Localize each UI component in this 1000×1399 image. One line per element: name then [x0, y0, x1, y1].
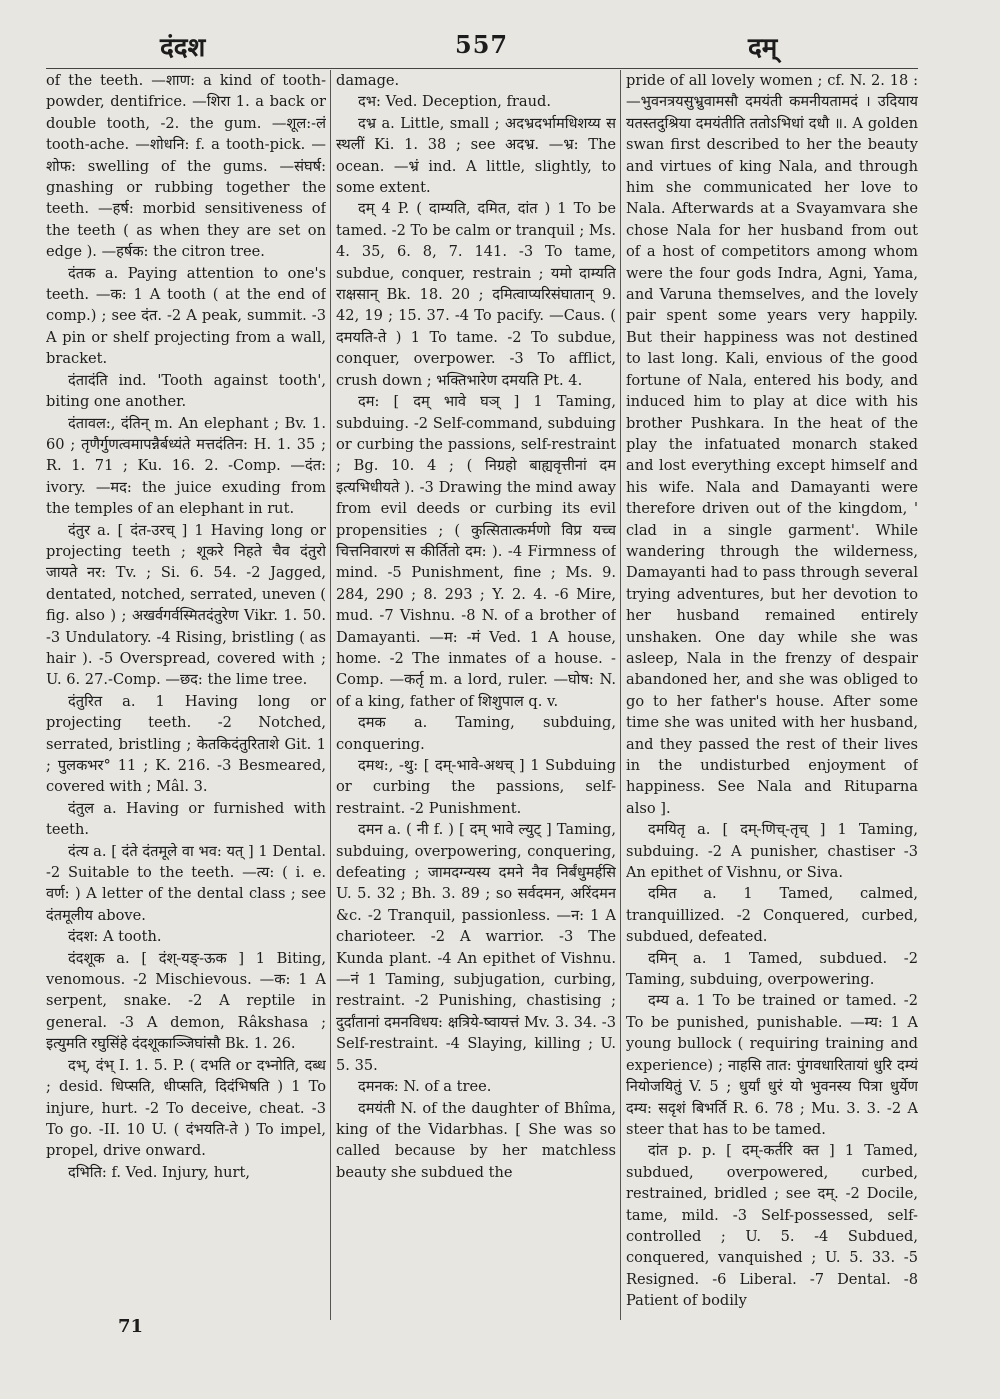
dictionary-entry: दंतुल a. Having or furnished with teeth. [46, 799, 326, 839]
dictionary-entry: दभ: Ved. Deception, fraud. [358, 93, 551, 111]
dictionary-entry: दमन a. ( नी f. ) [ दम् भावे ल्युट् ] Taming, subduing, overpowering, conquering, defeating ; जामदग्न्यस्य दमने नैव निर्बंधुमर्हसि U. 5. 32 ; Bh. 3. 89 ; so सर्वदमन, अरिंदमन &c. -2 Tranquil, passionless. —न: 1 A charioteer. -2 A warrior. -3 The Kunda plant. -4 An epithet of Vishnu. —नं 1 Taming, subjugation, curbing, restraint. -2 Punishing, chastising ; दुर्दांतानां दमनविधय: क्षत्रिये-ष्वायत्तं Mv. 3. 34. -3 Self-restraint. -4 Slaying, killing ; U. 5. 35. [336, 821, 616, 1074]
dictionary-entry: दंतावल:, दंतिन् m. An elephant ; Bv. 1. 60 ; तृणैर्गुणत्वमापन्नैर्बध्यंते मत्तदंतिन: H. 1. 35 ; R. 1. 71 ; Ku. 16. 2. -Comp. —दंत: ivory. —मद: the juice exuding from the temples of an elephant in rut. [46, 414, 326, 518]
dictionary-entry: दमयंती N. of the daughter of Bhîma, king of the Vidarbhas. [ She was so called because by her matchless beauty she subdued the [336, 1099, 616, 1181]
dictionary-entry: दमित a. 1 Tamed, calmed, tranquillized. -2 Conquered, curbed, subdued, defeated. [626, 885, 918, 946]
right-catchword: दम् [748, 33, 778, 63]
dictionary-entry: दभ्र a. Little, small ; अदभ्रदर्भामधिशय्य स स्थलीं Ki. 1. 38 ; see अदभ्र. —भ्र: The ocean. —भ्रं ind. A little, slightly, to some extent. [336, 114, 616, 197]
dictionary-entry: दंदश: A tooth. [68, 928, 162, 946]
dictionary-entry: दम: [ दम् भावे घञ् ] 1 Taming, subduing. -2 Self-command, subduing or curbing the passions, self-restraint ; Bg. 10. 4 ; ( निग्रहो बाह्यवृत्तीनां दम इत्यभिधीयते ). -3 Drawing the mind away from evil deeds or curbing its evil propensities ; ( कुत्सितात्कर्मणो विप्र यच्च चित्तनिवारणं स कीर्तितो दम: ). -4 Firmness of mind. -5 Punishment, fine ; Ms. 9. 284, 290 ; 8. 293 ; Y. 2. 4. -6 Mire, mud. -7 Vishnu. -8 N. of a brother of Damayanti. —म: -मं Ved. 1 A house, home. -2 The inmates of a house. -Comp. —कर्तृ m. a lord, ruler. —घोष: N. of a king, father of शिशुपाल q. v. [336, 393, 616, 710]
dictionary-entry: दभ्, दंभ् I. 1. 5. P. ( दभति or दभ्नोति, दब्ध ; desid. धिप्सति, धीप्सति, दिदंभिषति ) 1 To injure, hurt. -2 To deceive, cheat. -3 To go. -II. 10 U. ( दंभयति-ते ) To impel, propel, drive onward. [46, 1056, 326, 1160]
dictionary-entry: दमक a. Taming, subduing, conquering. [336, 714, 616, 753]
dictionary-entry: दमथ:, -थु: [ दम्-भावे-अथच् ] 1 Subduing or curbing the passions, self-restraint. -2 Punishment. [336, 757, 616, 817]
column-middle [336, 70, 616, 1315]
header-rule [46, 68, 918, 69]
dictionary-entry: दम् 4 P. ( दाम्यति, दमित, दांत ) 1 To be tamed. -2 To be calm or tranquil ; Ms. 4. 35, 6. 8, 7. 141. -3 To tame, subdue, conquer, restrain ; यमो दाम्यति राक्षसान् Bk. 18. 20 ; दमित्वाप्यरिसंघातान् 9. 42, 19 ; 15. 37. -4 To pacify. —Caus. ( दमयति-ते ) 1 To tame. -2 To subdue, conquer, overpower. -3 To afflict, crush down ; भक्तिभारेण दमयति Pt. 4. [336, 200, 616, 389]
column-left [46, 70, 326, 1330]
dictionary-entry: दंत्य a. [ दंते दंतमूले वा भव: यत् ] 1 Dental. -2 Suitable to the teeth. —त्य: ( i. e. वर्ण: ) A letter of the dental class ; see दंतमूलीय above. [46, 842, 326, 924]
dictionary-entry: दमनक: N. of a tree. [358, 1078, 492, 1096]
dictionary-entry: of the teeth. —शाण: a kind of tooth-powder, dentifrice. —शिरा 1. a back or double tooth, -2. the gum. —शूल:-लं tooth-ache. —शोधनि: f. a tooth-pick. —शोफ: swelling of the gums. —संघर्ष: gnashing or rubbing together the teeth. —हर्ष: morbid sensitiveness of the teeth ( as when they are set on edge ). —हर्षक: the citron tree. [46, 72, 326, 261]
dictionary-entry: दम्य a. 1 To be trained or tamed. -2 To be punished, punishable. —म्य: 1 A young bullock ( requiring training and experience) ; नाहसि तात: पुंगवधारितायां धुरि दम्यं नियोजयितुं V. 5 ; धुर्यां धुरं यो भुवनस्य पित्रा धुर्येण दम्य: सदृशं बिभर्ति R. 6. 78 ; Mu. 3. 3. -2 A steer that has to be tamed. [626, 992, 918, 1138]
dictionary-entry: दभिति: f. Ved. Injury, hurt, [68, 1163, 250, 1181]
dictionary-entry: दमयितृ a. [ दम्-णिच्-तृच् ] 1 Taming, subduing. -2 A punisher, chastiser -3 An epithet of Vishnu, or Siva. [626, 821, 918, 882]
dictionary-entry: pride of all lovely women ; cf. N. 2. 18 :—भुवनत्रयसुभ्रुवामसौ दमयंती कमनीयतामदं । उदियाय यतस्तदुश्रिया दमयंतीति ततोऽभिधां दधौ ॥. A golden swan first described to her the beauty and virtues of king Nala, and through him she communicated her love to Nala. Afterwards at a Svayamvara she chose Nala for her husband from out of a host of competitors among whom were the four gods Indra, Agni, Yama, and Varuna themselves, and the lovely pair spent some years very happily. But their happiness was not destined to last long. Kali, envious of the good fortune of Nala, entered his body, and induced him to play at dice with his brother Pushkara. In the heat of the play the infatuated monarch staked and lost everything except himself and his wife. Nala and Damayanti were therefore driven out of the kingdom, ' clad in a single garment'. While wandering through the wilderness, Damayanti had to pass through several trying adventures, but her devotion to her husband remained entirely unshaken. One day while she was asleep, Nala in the frenzy of despair abandoned her, and she was obliged to go to her father's house. After some time she was united with her husband, and they passed the rest of their lives in the undisturbed enjoyment of happiness. See Nala and Rituparna also ]. [626, 72, 918, 817]
page-header [0, 22, 1000, 72]
dictionary-entry: दंतादंति ind. 'Tooth against tooth', biting one another. [46, 371, 326, 411]
dictionary-entry: दंदशूक a. [ दंश्-यङ्-ऊक ] 1 Biting, venomous. -2 Mischievous. —क: 1 A serpent, snake. -2 A reptile in general. -3 A demon, Râkshasa ; इत्युमति रघुसिंहे दंदशूकाञ्जिघांसौ Bk. 1. 26. [46, 949, 326, 1053]
dictionary-entry: दांत p. p. [ दम्-कर्तरि क्त ] 1 Tamed, subdued, overpowered, curbed, restrained, bridled ; see दम्. -2 Docile, tame, mild. -3 Self-possessed, self-controlled ; U. 5. -4 Subdued, conquered, vanquished ; U. 5. 33. -5 Resigned. -6 Liberal. -7 Dental. -8 Patient of bodily [626, 1142, 918, 1310]
dictionary-entry: दंतक a. Paying attention to one's teeth. —क: 1 A tooth ( at the end of comp.) ; see दंत. -2 A peak, summit. -3 A pin or shelf projecting from a wall, bracket. [46, 264, 326, 368]
dictionary-entry: दमिन् a. 1 Tamed, subdued. -2 Taming, subduing, overpowering. [626, 949, 918, 989]
column-divider [620, 70, 621, 1320]
column-divider [330, 70, 331, 1320]
page-number: 557 [455, 30, 509, 59]
dictionary-entry: दंतुरित a. 1 Having long or projecting teeth. -2 Notched, serrated, bristling ; केतकिदंतुरिताशे Git. 1 ; पुलकभर° 11 ; K. 216. -3 Besmeared, covered with ; Mâl. 3. [46, 692, 326, 796]
dictionary-entry: damage. [336, 72, 400, 89]
signature-mark: 71 [118, 1316, 144, 1337]
left-catchword: दंदश [160, 33, 206, 63]
column-right [626, 70, 918, 1320]
dictionary-entry: दंतुर a. [ दंत-उरच् ] 1 Having long or projecting teeth ; शूकरे निहते चैव दंतुरो जायते नर: Tv. ; Si. 6. 54. -2 Jagged, dentated, notched, serrated, uneven ( fig. also ) ; अखर्वगर्वस्मितदंतुरेण Vikr. 1. 50. -3 Undulatory. -4 Rising, bristling ( as hair ). -5 Overspread, covered with ; U. 6. 27.-Comp. —छद: the lime tree. [46, 521, 326, 689]
